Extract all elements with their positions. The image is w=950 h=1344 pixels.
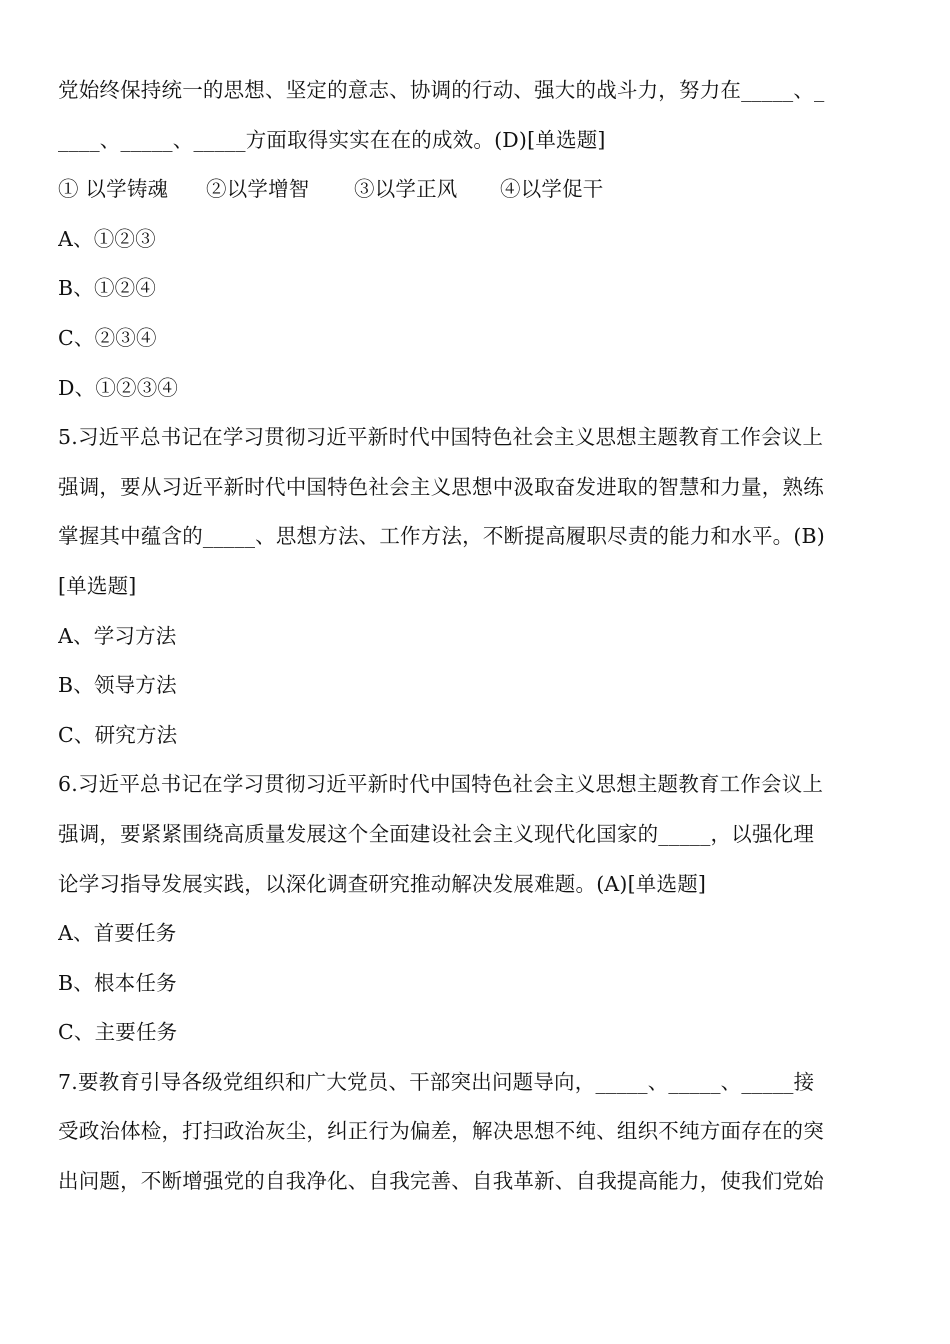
q5-stem-line-4: [单选题] xyxy=(58,573,137,598)
q4-sub-option-2: ②以学增智 xyxy=(206,177,310,202)
q4-option-a: A、①②③ xyxy=(58,226,156,251)
q5-stem-line-2: 强调，要从习近平新时代中国特色社会主义思想中汲取奋发进取的智慧和力量，熟练 xyxy=(58,474,824,499)
q6-stem-line-3: 论学习指导发展实践，以深化调查研究推动解决发展难题。(A)[单选题] xyxy=(58,871,707,896)
q7-stem-line-3: 出问题，不断增强党的自我净化、自我完善、自我革新、自我提高能力，使我们党始 xyxy=(58,1169,824,1194)
q7-stem-line-2: 受政治体检，打扫政治灰尘，纠正行为偏差，解决思想不纯、组织不纯方面存在的突 xyxy=(58,1119,824,1144)
q5-stem-line-1: 5.习近平总书记在学习贯彻习近平新时代中国特色社会主义思想主题教育工作会议上 xyxy=(58,425,824,450)
q4-option-c: C、②③④ xyxy=(58,325,157,350)
q6-option-b: B、根本任务 xyxy=(58,970,177,995)
q6-stem-line-2: 强调，要紧紧围绕高质量发展这个全面建设社会主义现代化国家的_____，以强化理 xyxy=(58,821,815,846)
q5-option-b: B、领导方法 xyxy=(58,673,177,698)
q4-option-b: B、①②④ xyxy=(58,276,157,301)
q4-sub-option-1: ① 以学铸魂 xyxy=(58,177,169,202)
q6-stem-line-1: 6.习近平总书记在学习贯彻习近平新时代中国特色社会主义思想主题教育工作会议上 xyxy=(58,772,824,797)
document-page xyxy=(58,66,894,1207)
q5-option-a: A、学习方法 xyxy=(58,623,177,648)
q4-option-d: D、①②③④ xyxy=(58,375,179,400)
q5-option-c: C、研究方法 xyxy=(58,722,178,747)
q6-option-c: C、主要任务 xyxy=(58,1020,178,1045)
q4-sub-options xyxy=(58,165,894,215)
q4-sub-option-4: ④以学促干 xyxy=(500,177,604,202)
q4-stem-line-1: 党始终保持统一的思想、坚定的意志、协调的行动、强大的战斗力，努力在_____、_ xyxy=(58,78,825,102)
q5-stem-line-3: 掌握其中蕴含的_____、思想方法、工作方法，不断提高履职尽责的能力和水平。(B) xyxy=(58,524,826,549)
q6-option-a: A、首要任务 xyxy=(58,921,177,946)
q4-sub-option-3: ③以学正风 xyxy=(354,177,458,202)
q4-stem-line-2: ____、_____、_____方面取得实实在在的成效。(D)[单选题] xyxy=(58,127,606,152)
q7-stem-line-1: 7.要教育引导各级党组织和广大党员、干部突出问题导向，_____、_____、_____接 xyxy=(58,1069,815,1094)
